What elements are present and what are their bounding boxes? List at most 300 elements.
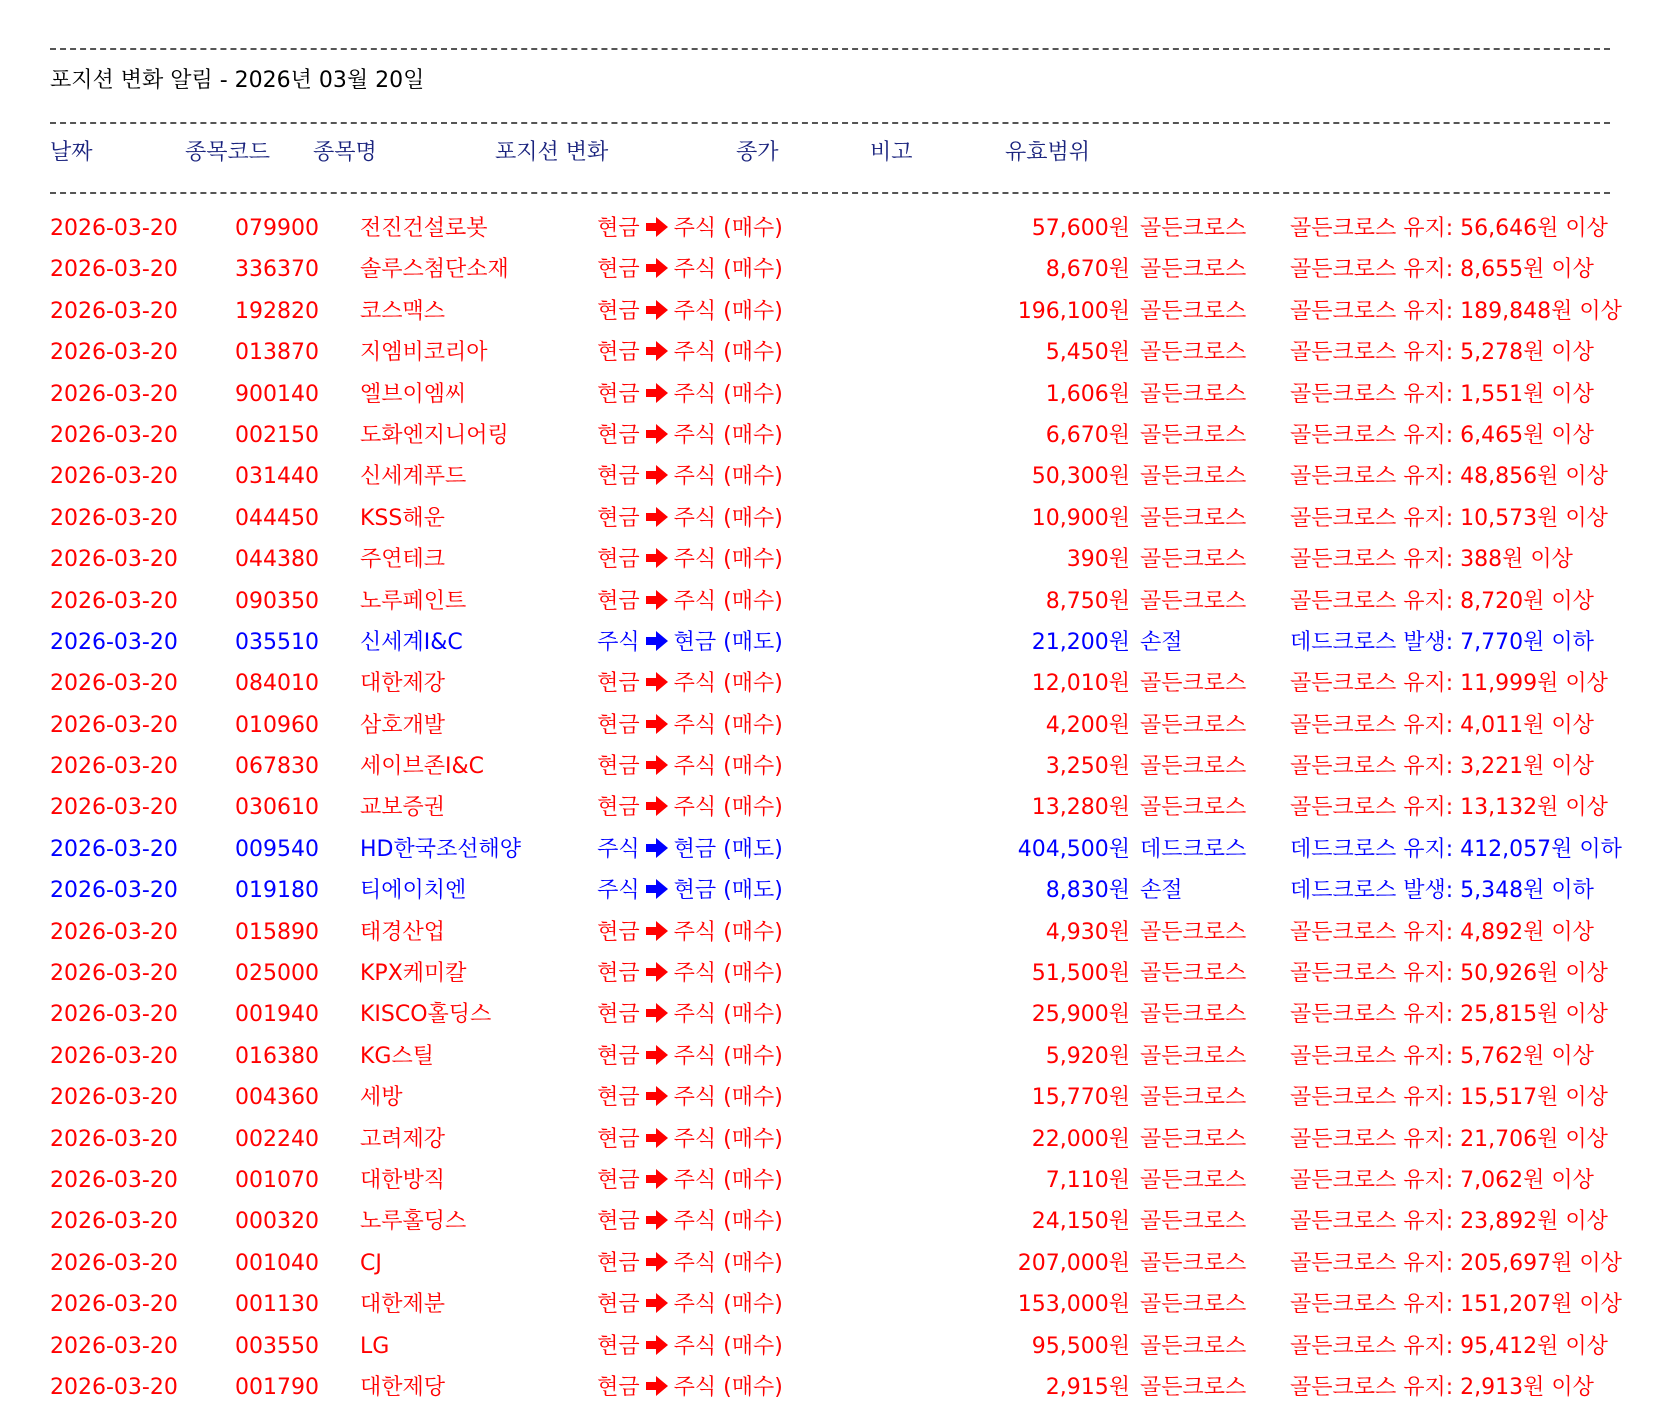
cell-code: 025000 — [235, 961, 319, 987]
cell-range: 데드크로스 발생: 7,770원 이하 — [1290, 629, 1594, 655]
cell-date: 2026-03-20 — [50, 878, 178, 904]
cell-date: 2026-03-20 — [50, 464, 178, 490]
cell-name: 교보증권 — [360, 795, 446, 821]
cell-date: 2026-03-20 — [50, 216, 178, 241]
arrow-right-icon — [646, 258, 668, 278]
cell-price: 13,280원 — [1031, 795, 1130, 821]
table-body — [50, 208, 1622, 1408]
table-row — [50, 332, 1610, 373]
cell-position-change — [535, 663, 845, 704]
arrow-right-icon — [646, 1169, 668, 1189]
position-to: 주식 (매수) — [673, 671, 783, 697]
cell-note: 골든크로스 — [1140, 1333, 1247, 1359]
cell-range: 골든크로스 유지: 7,062원 이상 — [1290, 1167, 1594, 1193]
cell-name: 노루홀딩스 — [360, 1209, 467, 1235]
position-from: 현금 — [597, 505, 640, 531]
cell-date: 2026-03-20 — [50, 629, 178, 655]
arrow-right-icon — [646, 383, 668, 403]
cell-note: 골든크로스 — [1140, 505, 1247, 531]
cell-note: 골든크로스 — [1140, 464, 1247, 490]
position-from: 주식 — [597, 878, 640, 904]
cell-name: HD한국조선해양 — [360, 836, 521, 862]
arrow-right-icon — [646, 1210, 668, 1230]
position-from: 주식 — [597, 629, 640, 655]
cell-position-change — [535, 1119, 845, 1160]
report-title: 포지션 변화 알림 - 2026년 03월 20일 — [50, 68, 425, 93]
cell-date: 2026-03-20 — [50, 1167, 178, 1193]
cell-name: 세이브존I&C — [360, 754, 485, 780]
cell-date: 2026-03-20 — [50, 1333, 178, 1359]
cell-price: 153,000원 — [1017, 1292, 1130, 1318]
position-to: 주식 (매수) — [673, 1250, 783, 1276]
position-to: 주식 (매수) — [673, 588, 783, 614]
position-to: 주식 (매수) — [673, 1333, 783, 1359]
position-to: 주식 (매수) — [673, 1374, 783, 1400]
arrow-right-icon — [646, 590, 668, 610]
position-to: 주식 (매수) — [673, 1002, 783, 1028]
cell-date: 2026-03-20 — [50, 1250, 178, 1276]
cell-code: 030610 — [235, 795, 319, 821]
cell-price: 7,110원 — [1045, 1167, 1130, 1193]
position-to: 주식 (매수) — [673, 795, 783, 821]
cell-code: 002150 — [235, 422, 319, 448]
arrow-right-icon — [646, 1335, 668, 1355]
cell-note: 골든크로스 — [1140, 1085, 1247, 1111]
position-to: 주식 (매수) — [673, 712, 783, 738]
table-row — [50, 622, 1610, 663]
cell-price: 1,606원 — [1045, 381, 1130, 407]
cell-range: 골든크로스 유지: 1,551원 이상 — [1290, 381, 1594, 407]
position-to: 주식 (매수) — [673, 1085, 783, 1111]
cell-position-change — [535, 1367, 845, 1408]
cell-range: 골든크로스 유지: 205,697원 이상 — [1290, 1250, 1622, 1276]
cell-note: 골든크로스 — [1140, 1209, 1247, 1235]
position-from: 현금 — [597, 588, 640, 614]
arrow-right-icon — [646, 796, 668, 816]
cell-date: 2026-03-20 — [50, 1126, 178, 1152]
cell-range: 데드크로스 유지: 412,057원 이하 — [1290, 836, 1622, 862]
cell-price: 8,670원 — [1045, 257, 1130, 283]
cell-position-change — [535, 1201, 845, 1242]
cell-price: 5,450원 — [1045, 340, 1130, 366]
column-header-date: 날짜 — [50, 140, 93, 165]
cell-range: 골든크로스 유지: 2,913원 이상 — [1290, 1374, 1594, 1400]
cell-note: 골든크로스 — [1140, 588, 1247, 614]
cell-date: 2026-03-20 — [50, 1209, 178, 1235]
arrow-right-icon — [646, 755, 668, 775]
position-from: 현금 — [597, 754, 640, 780]
position-from: 현금 — [597, 1167, 640, 1193]
position-to: 현금 (매도) — [673, 836, 783, 862]
position-to: 주식 (매수) — [673, 216, 783, 241]
table-row — [50, 870, 1610, 911]
cell-price: 404,500원 — [1017, 836, 1130, 862]
position-from: 현금 — [597, 961, 640, 987]
table-row — [50, 415, 1610, 456]
cell-range: 골든크로스 유지: 50,926원 이상 — [1290, 961, 1608, 987]
cell-name: 전진건설로봇 — [360, 216, 488, 241]
cell-range: 골든크로스 유지: 48,856원 이상 — [1290, 464, 1608, 490]
cell-code: 010960 — [235, 712, 319, 738]
cell-note: 골든크로스 — [1140, 795, 1247, 821]
cell-name: 코스맥스 — [360, 298, 446, 324]
table-row — [50, 663, 1610, 704]
cell-position-change — [535, 208, 845, 249]
table-row — [50, 829, 1622, 870]
cell-price: 10,900원 — [1031, 505, 1130, 531]
position-to: 주식 (매수) — [673, 1043, 783, 1069]
position-from: 현금 — [597, 1126, 640, 1152]
cell-price: 196,100원 — [1017, 298, 1130, 324]
cell-date: 2026-03-20 — [50, 836, 178, 862]
cell-date: 2026-03-20 — [50, 588, 178, 614]
cell-code: 192820 — [235, 298, 319, 324]
position-to: 주식 (매수) — [673, 422, 783, 448]
cell-code: 002240 — [235, 1126, 319, 1152]
cell-position-change — [535, 456, 845, 497]
arrow-right-icon — [646, 217, 668, 237]
cell-date: 2026-03-20 — [50, 505, 178, 531]
position-from: 현금 — [597, 795, 640, 821]
cell-range: 골든크로스 유지: 23,892원 이상 — [1290, 1209, 1608, 1235]
position-from: 현금 — [597, 257, 640, 283]
cell-price: 51,500원 — [1031, 961, 1130, 987]
cell-price: 4,200원 — [1045, 712, 1130, 738]
position-from: 현금 — [597, 340, 640, 366]
position-to: 주식 (매수) — [673, 919, 783, 945]
cell-range: 골든크로스 유지: 3,221원 이상 — [1290, 754, 1594, 780]
table-row — [50, 1201, 1610, 1242]
cell-code: 067830 — [235, 754, 319, 780]
cell-date: 2026-03-20 — [50, 795, 178, 821]
cell-code: 090350 — [235, 588, 319, 614]
cell-note: 골든크로스 — [1140, 919, 1247, 945]
arrow-right-icon — [646, 300, 668, 320]
table-row — [50, 249, 1610, 290]
position-to: 주식 (매수) — [673, 547, 783, 573]
cell-name: 고려제강 — [360, 1126, 446, 1152]
position-from: 현금 — [597, 1043, 640, 1069]
position-to: 주식 (매수) — [673, 464, 783, 490]
cell-price: 390원 — [1066, 547, 1130, 573]
arrow-right-icon — [646, 507, 668, 527]
cell-position-change — [535, 374, 845, 415]
cell-range: 골든크로스 유지: 21,706원 이상 — [1290, 1126, 1608, 1152]
arrow-right-icon — [646, 714, 668, 734]
table-row — [50, 746, 1610, 787]
cell-date: 2026-03-20 — [50, 340, 178, 366]
arrow-right-icon — [646, 631, 668, 651]
position-from: 현금 — [597, 1209, 640, 1235]
cell-note: 골든크로스 — [1140, 712, 1247, 738]
cell-date: 2026-03-20 — [50, 298, 178, 324]
cell-price: 207,000원 — [1017, 1250, 1130, 1276]
cell-note: 손절 — [1140, 629, 1183, 655]
cell-name: 지엠비코리아 — [360, 340, 488, 366]
cell-name: 대한제당 — [360, 1374, 446, 1400]
cell-range: 골든크로스 유지: 4,892원 이상 — [1290, 919, 1594, 945]
cell-name: 솔루스첨단소재 — [360, 257, 509, 283]
cell-name: KG스틸 — [360, 1043, 434, 1069]
position-from: 주식 — [597, 836, 640, 862]
table-row — [50, 1160, 1610, 1201]
cell-position-change — [535, 498, 845, 539]
position-to: 주식 (매수) — [673, 961, 783, 987]
position-to: 주식 (매수) — [673, 505, 783, 531]
cell-range: 골든크로스 유지: 189,848원 이상 — [1290, 298, 1622, 324]
column-header-price: 종가 — [736, 140, 779, 165]
arrow-right-icon — [646, 1293, 668, 1313]
cell-note: 골든크로스 — [1140, 381, 1247, 407]
table-row — [50, 1036, 1610, 1077]
cell-price: 50,300원 — [1031, 464, 1130, 490]
column-header-position: 포지션 변화 — [495, 140, 609, 165]
arrow-right-icon — [646, 1376, 668, 1396]
table-row — [50, 1243, 1622, 1284]
cell-position-change — [535, 994, 845, 1035]
table-row — [50, 953, 1610, 994]
cell-range: 골든크로스 유지: 151,207원 이상 — [1290, 1292, 1622, 1318]
cell-date: 2026-03-20 — [50, 754, 178, 780]
position-from: 현금 — [597, 919, 640, 945]
cell-note: 골든크로스 — [1140, 257, 1247, 283]
arrow-right-icon — [646, 1252, 668, 1272]
cell-range: 골든크로스 유지: 8,720원 이상 — [1290, 588, 1594, 614]
arrow-right-icon — [646, 1128, 668, 1148]
table-row — [50, 994, 1610, 1035]
cell-note: 골든크로스 — [1140, 216, 1247, 241]
position-from: 현금 — [597, 712, 640, 738]
cell-price: 5,920원 — [1045, 1043, 1130, 1069]
position-to: 주식 (매수) — [673, 340, 783, 366]
cell-date: 2026-03-20 — [50, 1002, 178, 1028]
table-row — [50, 1367, 1610, 1408]
cell-note: 골든크로스 — [1140, 1126, 1247, 1152]
table-row — [50, 787, 1610, 828]
divider-header — [50, 192, 1610, 194]
cell-name: 태경산업 — [360, 919, 446, 945]
table-row — [50, 456, 1610, 497]
cell-range: 골든크로스 유지: 5,278원 이상 — [1290, 340, 1594, 366]
cell-position-change — [535, 1036, 845, 1077]
position-to: 주식 (매수) — [673, 1126, 783, 1152]
cell-position-change — [535, 746, 845, 787]
cell-name: 대한제강 — [360, 671, 446, 697]
table-row — [50, 1284, 1622, 1325]
cell-date: 2026-03-20 — [50, 1043, 178, 1069]
arrow-right-icon — [646, 879, 668, 899]
cell-note: 골든크로스 — [1140, 1374, 1247, 1400]
table-row — [50, 539, 1610, 580]
table-row — [50, 912, 1610, 953]
cell-price: 12,010원 — [1031, 671, 1130, 697]
position-from: 현금 — [597, 298, 640, 324]
table-row — [50, 705, 1610, 746]
cell-price: 6,670원 — [1045, 422, 1130, 448]
cell-price: 2,915원 — [1045, 1374, 1130, 1400]
cell-note: 골든크로스 — [1140, 1167, 1247, 1193]
cell-position-change — [535, 1243, 845, 1284]
position-from: 현금 — [597, 216, 640, 241]
cell-note: 골든크로스 — [1140, 1043, 1247, 1069]
cell-position-change — [535, 622, 845, 663]
cell-date: 2026-03-20 — [50, 712, 178, 738]
arrow-right-icon — [646, 838, 668, 858]
column-header-range: 유효범위 — [1005, 140, 1091, 165]
cell-position-change — [535, 787, 845, 828]
position-from: 현금 — [597, 671, 640, 697]
cell-code: 013870 — [235, 340, 319, 366]
position-from: 현금 — [597, 381, 640, 407]
cell-code: 044380 — [235, 547, 319, 573]
cell-range: 골든크로스 유지: 95,412원 이상 — [1290, 1333, 1608, 1359]
position-from: 현금 — [597, 1002, 640, 1028]
position-to: 주식 (매수) — [673, 1209, 783, 1235]
arrow-right-icon — [646, 672, 668, 692]
arrow-right-icon — [646, 548, 668, 568]
cell-position-change — [535, 1077, 845, 1118]
cell-note: 골든크로스 — [1140, 340, 1247, 366]
column-header-name: 종목명 — [313, 140, 377, 165]
cell-code: 015890 — [235, 919, 319, 945]
cell-price: 22,000원 — [1031, 1126, 1130, 1152]
position-from: 현금 — [597, 1333, 640, 1359]
cell-position-change — [535, 539, 845, 580]
cell-code: 079900 — [235, 216, 319, 241]
cell-code: 019180 — [235, 878, 319, 904]
cell-range: 골든크로스 유지: 388원 이상 — [1290, 547, 1573, 573]
cell-date: 2026-03-20 — [50, 422, 178, 448]
cell-note: 골든크로스 — [1140, 547, 1247, 573]
cell-name: 노루페인트 — [360, 588, 467, 614]
cell-code: 001130 — [235, 1292, 319, 1318]
cell-note: 골든크로스 — [1140, 1250, 1247, 1276]
position-to: 주식 (매수) — [673, 754, 783, 780]
position-to: 주식 (매수) — [673, 1167, 783, 1193]
cell-date: 2026-03-20 — [50, 1292, 178, 1318]
cell-price: 3,250원 — [1045, 754, 1130, 780]
report-page — [50, 48, 1622, 1408]
position-from: 현금 — [597, 464, 640, 490]
cell-range: 데드크로스 발생: 5,348원 이하 — [1290, 878, 1594, 904]
position-from: 현금 — [597, 422, 640, 448]
cell-range: 골든크로스 유지: 11,999원 이상 — [1290, 671, 1608, 697]
position-to: 주식 (매수) — [673, 257, 783, 283]
cell-code: 001940 — [235, 1002, 319, 1028]
cell-note: 골든크로스 — [1140, 671, 1247, 697]
cell-code: 009540 — [235, 836, 319, 862]
cell-position-change — [535, 1160, 845, 1201]
cell-note: 골든크로스 — [1140, 1002, 1247, 1028]
cell-note: 골든크로스 — [1140, 422, 1247, 448]
arrow-right-icon — [646, 465, 668, 485]
cell-date: 2026-03-20 — [50, 671, 178, 697]
cell-range: 골든크로스 유지: 5,762원 이상 — [1290, 1043, 1594, 1069]
cell-price: 8,750원 — [1045, 588, 1130, 614]
cell-name: 엘브이엠씨 — [360, 381, 467, 407]
cell-price: 8,830원 — [1045, 878, 1130, 904]
cell-code: 035510 — [235, 629, 319, 655]
cell-range: 골든크로스 유지: 8,655원 이상 — [1290, 257, 1594, 283]
table-row — [50, 374, 1610, 415]
cell-code: 031440 — [235, 464, 319, 490]
cell-name: KPX케미칼 — [360, 961, 467, 987]
table-header — [50, 124, 1610, 192]
cell-range: 골든크로스 유지: 6,465원 이상 — [1290, 422, 1594, 448]
cell-date: 2026-03-20 — [50, 961, 178, 987]
cell-code: 001070 — [235, 1167, 319, 1193]
cell-date: 2026-03-20 — [50, 257, 178, 283]
cell-code: 084010 — [235, 671, 319, 697]
arrow-right-icon — [646, 341, 668, 361]
cell-price: 15,770원 — [1031, 1085, 1130, 1111]
position-from: 현금 — [597, 1085, 640, 1111]
position-to: 주식 (매수) — [673, 381, 783, 407]
cell-note: 데드크로스 — [1140, 836, 1247, 862]
cell-position-change — [535, 870, 845, 911]
table-row — [50, 1077, 1610, 1118]
cell-code: 016380 — [235, 1043, 319, 1069]
cell-date: 2026-03-20 — [50, 381, 178, 407]
cell-name: 대한방직 — [360, 1167, 446, 1193]
cell-range: 골든크로스 유지: 13,132원 이상 — [1290, 795, 1608, 821]
cell-name: LG — [360, 1333, 390, 1359]
table-row — [50, 581, 1610, 622]
table-row — [50, 1119, 1610, 1160]
cell-price: 24,150원 — [1031, 1209, 1130, 1235]
cell-date: 2026-03-20 — [50, 547, 178, 573]
cell-position-change — [535, 581, 845, 622]
column-header-note: 비고 — [870, 140, 913, 165]
arrow-right-icon — [646, 1045, 668, 1065]
cell-code: 336370 — [235, 257, 319, 283]
cell-name: 신세계푸드 — [360, 464, 467, 490]
table-row — [50, 291, 1622, 332]
cell-range: 골든크로스 유지: 56,646원 이상 — [1290, 216, 1608, 241]
table-row — [50, 498, 1610, 539]
cell-range: 골든크로스 유지: 10,573원 이상 — [1290, 505, 1608, 531]
table-row — [50, 208, 1610, 249]
cell-code: 003550 — [235, 1333, 319, 1359]
cell-position-change — [535, 705, 845, 746]
cell-code: 000320 — [235, 1209, 319, 1235]
cell-date: 2026-03-20 — [50, 919, 178, 945]
cell-name: 도화엔지니어링 — [360, 422, 509, 448]
arrow-right-icon — [646, 424, 668, 444]
cell-note: 골든크로스 — [1140, 754, 1247, 780]
arrow-right-icon — [646, 962, 668, 982]
position-to: 주식 (매수) — [673, 1292, 783, 1318]
column-header-code: 종목코드 — [185, 140, 271, 165]
cell-name: 세방 — [360, 1085, 403, 1111]
cell-position-change — [535, 912, 845, 953]
cell-date: 2026-03-20 — [50, 1374, 178, 1400]
cell-range: 골든크로스 유지: 25,815원 이상 — [1290, 1002, 1608, 1028]
cell-price: 21,200원 — [1031, 629, 1130, 655]
position-from: 현금 — [597, 1292, 640, 1318]
cell-position-change — [535, 1284, 845, 1325]
cell-position-change — [535, 829, 845, 870]
arrow-right-icon — [646, 921, 668, 941]
cell-range: 골든크로스 유지: 15,517원 이상 — [1290, 1085, 1608, 1111]
cell-note: 골든크로스 — [1140, 1292, 1247, 1318]
cell-note: 손절 — [1140, 878, 1183, 904]
cell-code: 004360 — [235, 1085, 319, 1111]
arrow-right-icon — [646, 1003, 668, 1023]
position-to: 현금 (매도) — [673, 878, 783, 904]
cell-price: 4,930원 — [1045, 919, 1130, 945]
cell-code: 044450 — [235, 505, 319, 531]
